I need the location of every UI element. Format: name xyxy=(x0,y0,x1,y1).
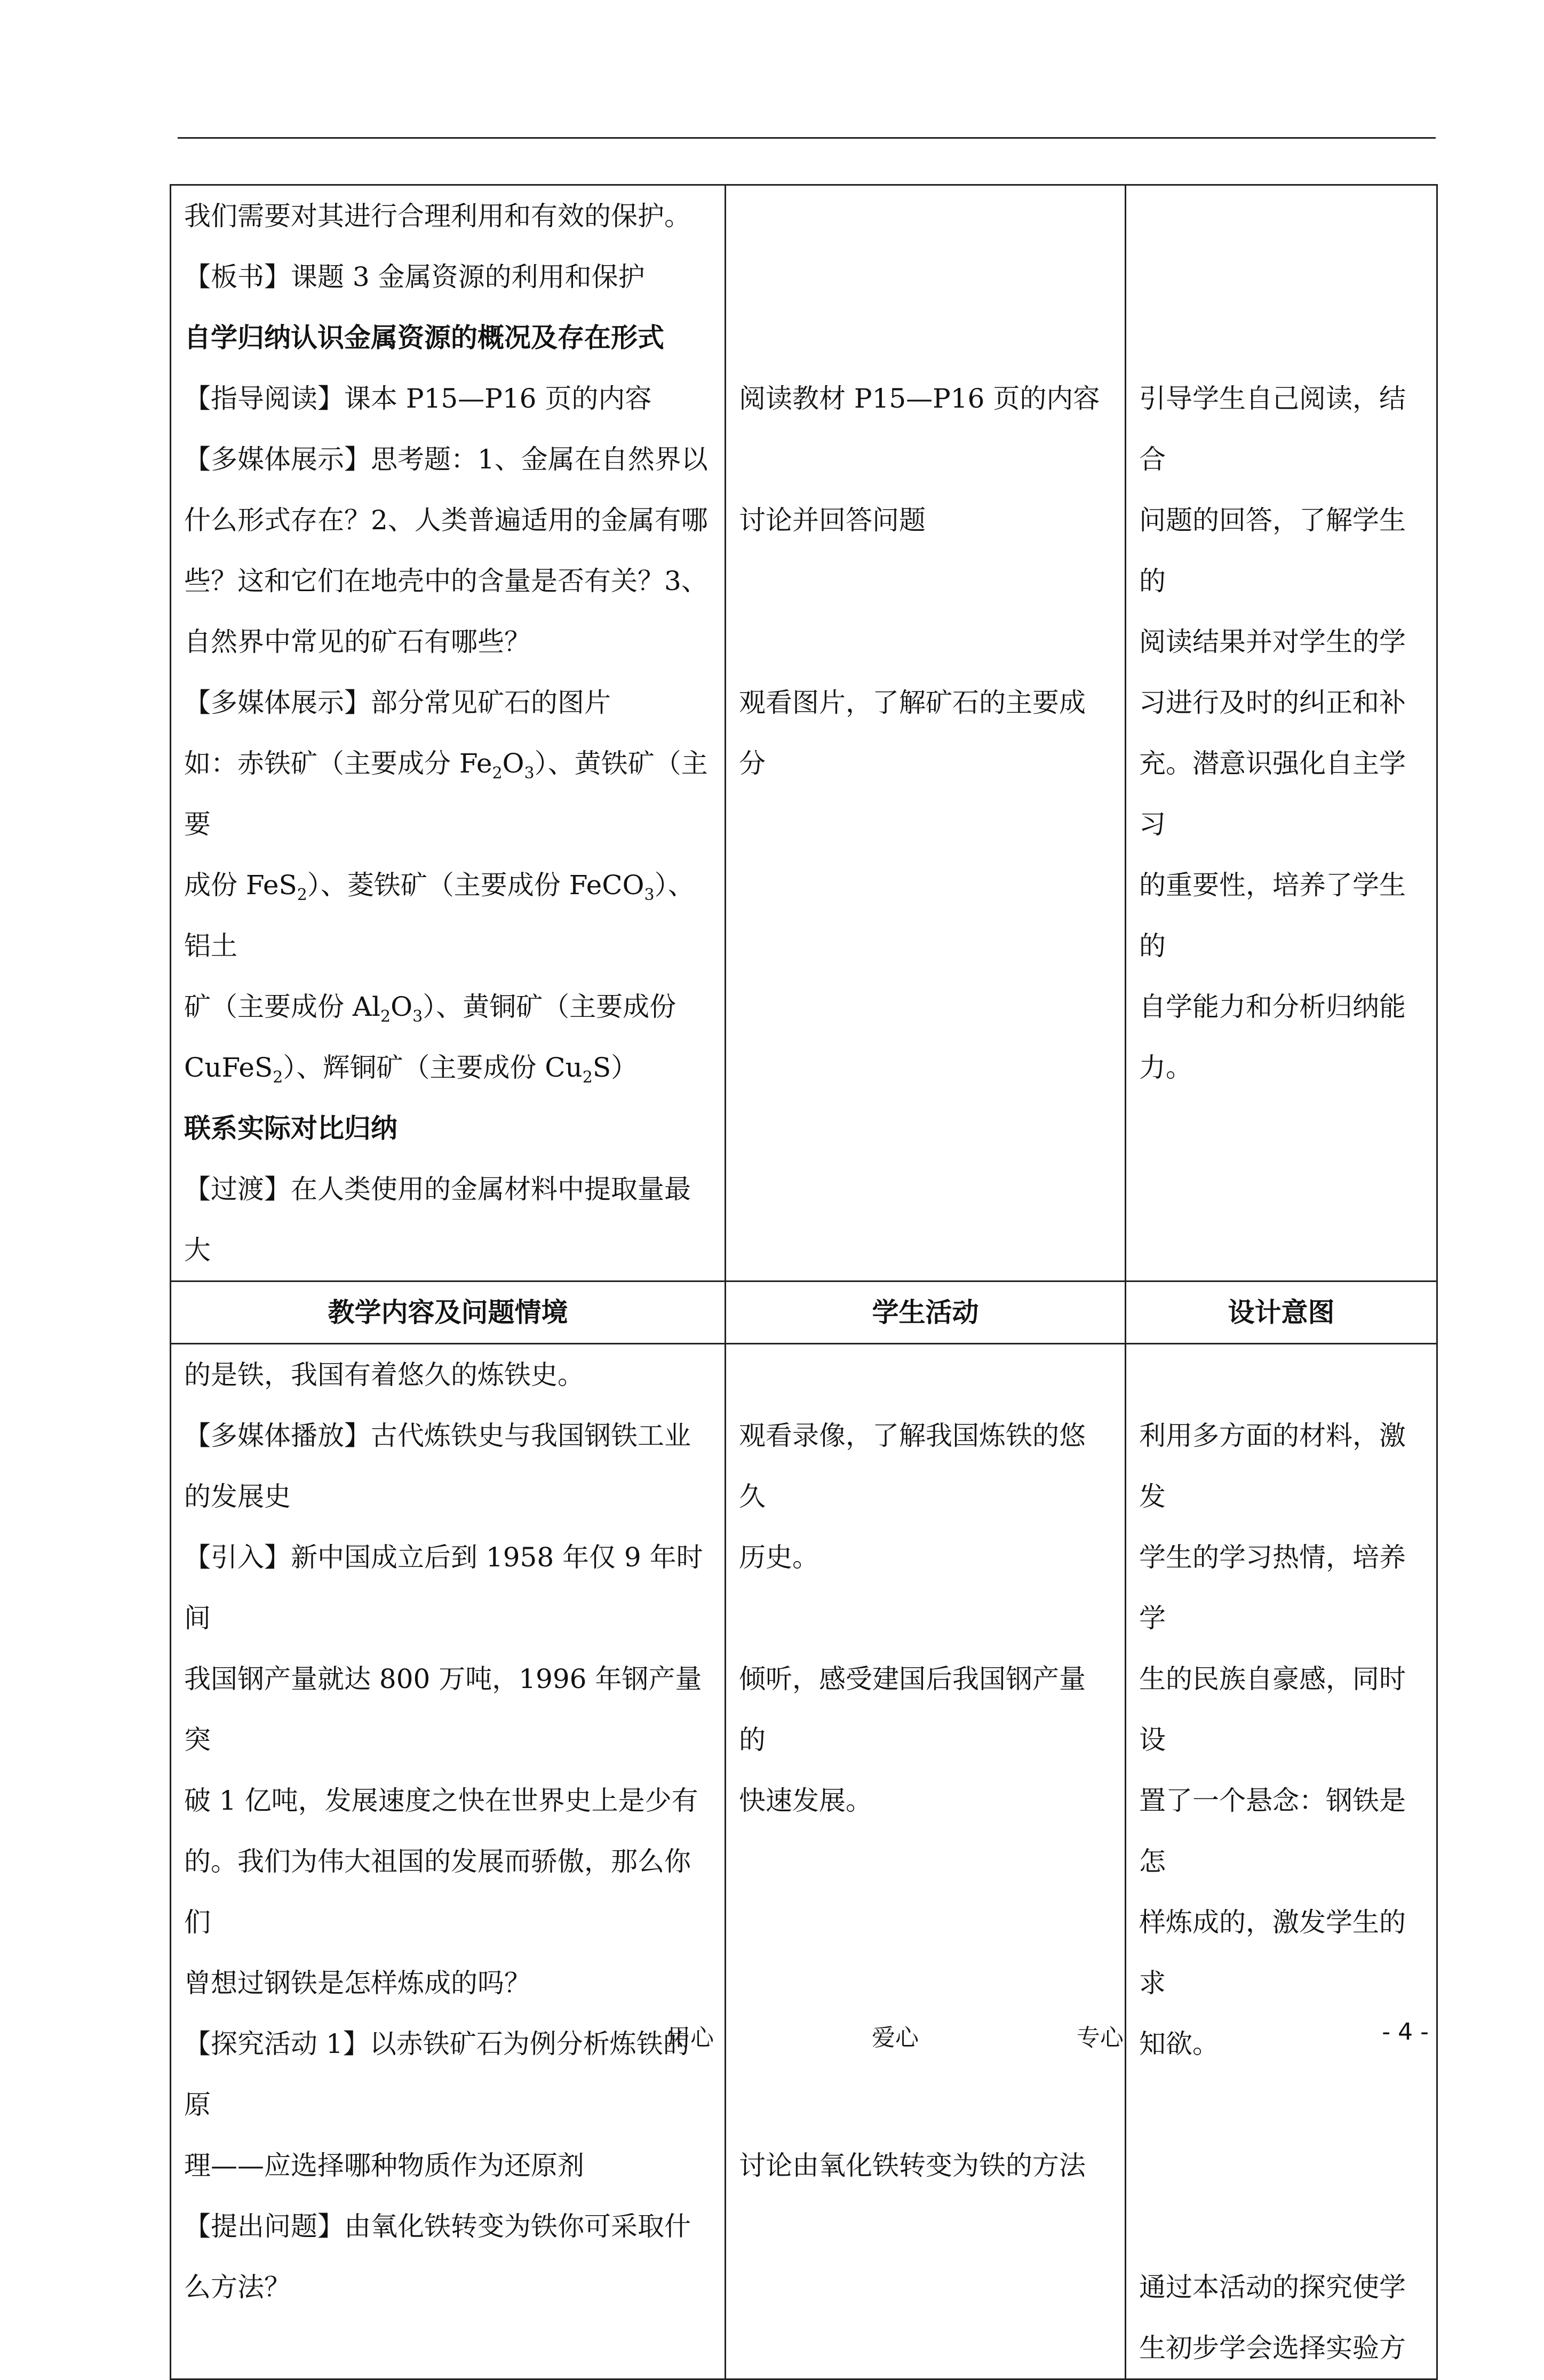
text-line: 理——应选择哪种物质作为还原剂 xyxy=(184,2150,584,2181)
text-line: 生的民族自豪感，同时设 xyxy=(1139,1663,1406,1755)
text-line: 生初步学会选择实验方 xyxy=(1139,2333,1406,2363)
text-line: 力。 xyxy=(1139,1052,1192,1083)
subscript: 3 xyxy=(524,764,535,783)
footer-motto: 用心 爱心 专心 xyxy=(667,2024,1124,2051)
text-line xyxy=(184,855,712,976)
subscript: 2 xyxy=(273,1068,283,1087)
text-line: 些？这和它们在地壳中的含量是否有关？3、 xyxy=(184,566,708,596)
text-fragment: ）、黄铁矿（主要 xyxy=(184,748,708,840)
text-line: 观看录像，了解我国炼铁的悠久 xyxy=(739,1420,1086,1512)
teaching-content-cell xyxy=(171,1344,726,2379)
text-line: 我国钢产量就达 800 万吨，1996 年钢产量突 xyxy=(184,1663,702,1755)
text-fragment: ）、菱铁矿（主要成份 FeCO xyxy=(307,870,644,901)
section-heading: 联系实际对比归纳 xyxy=(184,1112,397,1144)
text-line: 【提出问题】由氧化铁转变为铁你可采取什 xyxy=(184,2211,691,2242)
text-line: 【多媒体展示】部分常见矿石的图片 xyxy=(184,687,611,718)
text-line: 【探究活动 1】以赤铁矿石为例分析炼铁的原 xyxy=(184,2028,690,2120)
column-header: 学生活动 xyxy=(726,1281,1126,1344)
design-intent-cell xyxy=(1126,1344,1437,2379)
text-line: 充。潜意识强化自主学习 xyxy=(1139,748,1406,840)
text-line: 学生的学习热情，培养学 xyxy=(1139,1542,1406,1634)
text-line: 习进行及时的纠正和补 xyxy=(1139,687,1406,718)
text-line: 【引入】新中国成立后到 1958 年仅 9 年时间 xyxy=(184,1542,703,1634)
spacer xyxy=(1139,2074,1423,2257)
spacer xyxy=(739,1831,1112,2135)
text-fragment: O xyxy=(391,991,413,1022)
spacer xyxy=(739,1344,1112,1405)
teaching-content-cell xyxy=(171,185,726,1281)
text-fragment: ）、辉铜矿（主要成份 Cu xyxy=(283,1052,583,1083)
text-fragment: S） xyxy=(592,1052,638,1083)
text-fragment: O xyxy=(502,748,524,779)
page-number: - 4 - xyxy=(1382,2018,1429,2045)
column-header: 教学内容及问题情境 xyxy=(171,1281,726,1344)
table-row xyxy=(171,185,1437,1281)
design-intent-cell xyxy=(1126,185,1437,1281)
text-fragment: ）、铝土 xyxy=(184,870,695,961)
text-line: 快速发展。 xyxy=(739,1785,872,1816)
text-line xyxy=(184,733,712,855)
subscript: 2 xyxy=(492,764,503,783)
text-line: 的发展史 xyxy=(184,1481,291,1512)
section-heading: 自学归纳认识金属资源的概况及存在形式 xyxy=(184,322,664,353)
spacer xyxy=(739,429,1112,490)
table-header-row xyxy=(171,1281,1437,1344)
text-line xyxy=(184,976,712,1037)
text-fragment: CuFeS xyxy=(184,1052,273,1083)
text-line: 我们需要对其进行合理利用和有效的保护。 xyxy=(184,201,691,232)
text-fragment: 矿（主要成份 Al xyxy=(184,991,380,1022)
student-activity-cell xyxy=(726,185,1126,1281)
spacer xyxy=(739,551,1112,672)
text-line: 历史。 xyxy=(739,1542,819,1573)
text-line: 【过渡】在人类使用的金属材料中提取量最 xyxy=(184,1174,691,1205)
text-fragment: 如：赤铁矿（主要成分 Fe xyxy=(184,748,492,779)
spacer xyxy=(1139,186,1423,368)
text-line: 自学能力和分析归纳能 xyxy=(1139,991,1406,1022)
text-line: 曾想过钢铁是怎样炼成的吗？ xyxy=(184,1968,531,1999)
subscript: 2 xyxy=(380,1007,391,1026)
subscript: 3 xyxy=(412,1007,423,1026)
column-header: 设计意图 xyxy=(1126,1281,1437,1344)
subscript: 3 xyxy=(644,886,655,904)
text-line: 倾听，感受建国后我国钢产量的 xyxy=(739,1663,1086,1755)
text-line: 自然界中常见的矿石有哪些？ xyxy=(184,626,531,657)
text-line: 通过本活动的探究使学 xyxy=(1139,2272,1406,2303)
text-line: 知欲。 xyxy=(1139,2028,1219,2059)
text-line: 的是铁，我国有着悠久的炼铁史。 xyxy=(184,1359,584,1390)
header-rule xyxy=(178,137,1436,139)
text-line: 【多媒体展示】思考题：1、金属在自然界以 xyxy=(184,444,708,475)
text-line: 引导学生自己阅读，结合 xyxy=(1139,383,1406,475)
text-line: 观看图片，了解矿石的主要成分 xyxy=(739,687,1086,779)
text-line: 阅读教材 P15—P16 页的内容 xyxy=(739,383,1100,414)
text-line: 样炼成的，激发学生的求 xyxy=(1139,1907,1406,1999)
text-line: 讨论由氧化铁转变为铁的方法 xyxy=(739,2150,1086,2181)
text-fragment: 成份 FeS xyxy=(184,870,297,901)
text-line: 阅读结果并对学生的学 xyxy=(1139,626,1406,657)
text-line: 问题的回答，了解学生的 xyxy=(1139,505,1406,596)
spacer xyxy=(1139,1344,1423,1405)
text-line: 【多媒体播放】古代炼铁史与我国钢铁工业 xyxy=(184,1420,691,1451)
text-line: 么方法？ xyxy=(184,2272,291,2303)
text-line: 【板书】课题 3 金属资源的利用和保护 xyxy=(184,261,645,292)
text-fragment: ）、黄铜矿（主要成份 xyxy=(423,991,677,1022)
table-row xyxy=(171,1344,1437,2379)
text-line: 的。我们为伟大祖国的发展而骄傲，那么你们 xyxy=(184,1846,691,1938)
text-line: 的重要性，培养了学生的 xyxy=(1139,870,1406,961)
text-line: 什么形式存在？2、人类普遍适用的金属有哪 xyxy=(184,505,708,536)
text-line: 利用多方面的材料，激发 xyxy=(1139,1420,1406,1512)
subscript: 2 xyxy=(297,886,307,904)
text-line: 置了一个悬念：钢铁是怎 xyxy=(1139,1785,1406,1877)
spacer xyxy=(739,1588,1112,1649)
text-line: 【指导阅读】课本 P15—P16 页的内容 xyxy=(184,383,652,414)
spacer xyxy=(739,186,1112,368)
subscript: 2 xyxy=(582,1068,593,1087)
text-line: 破 1 亿吨，发展速度之快在世界史上是少有 xyxy=(184,1785,698,1816)
text-line: 讨论并回答问题 xyxy=(739,505,926,536)
text-line: 大 xyxy=(184,1235,211,1265)
student-activity-cell xyxy=(726,1344,1126,2379)
text-line xyxy=(184,1037,712,1098)
